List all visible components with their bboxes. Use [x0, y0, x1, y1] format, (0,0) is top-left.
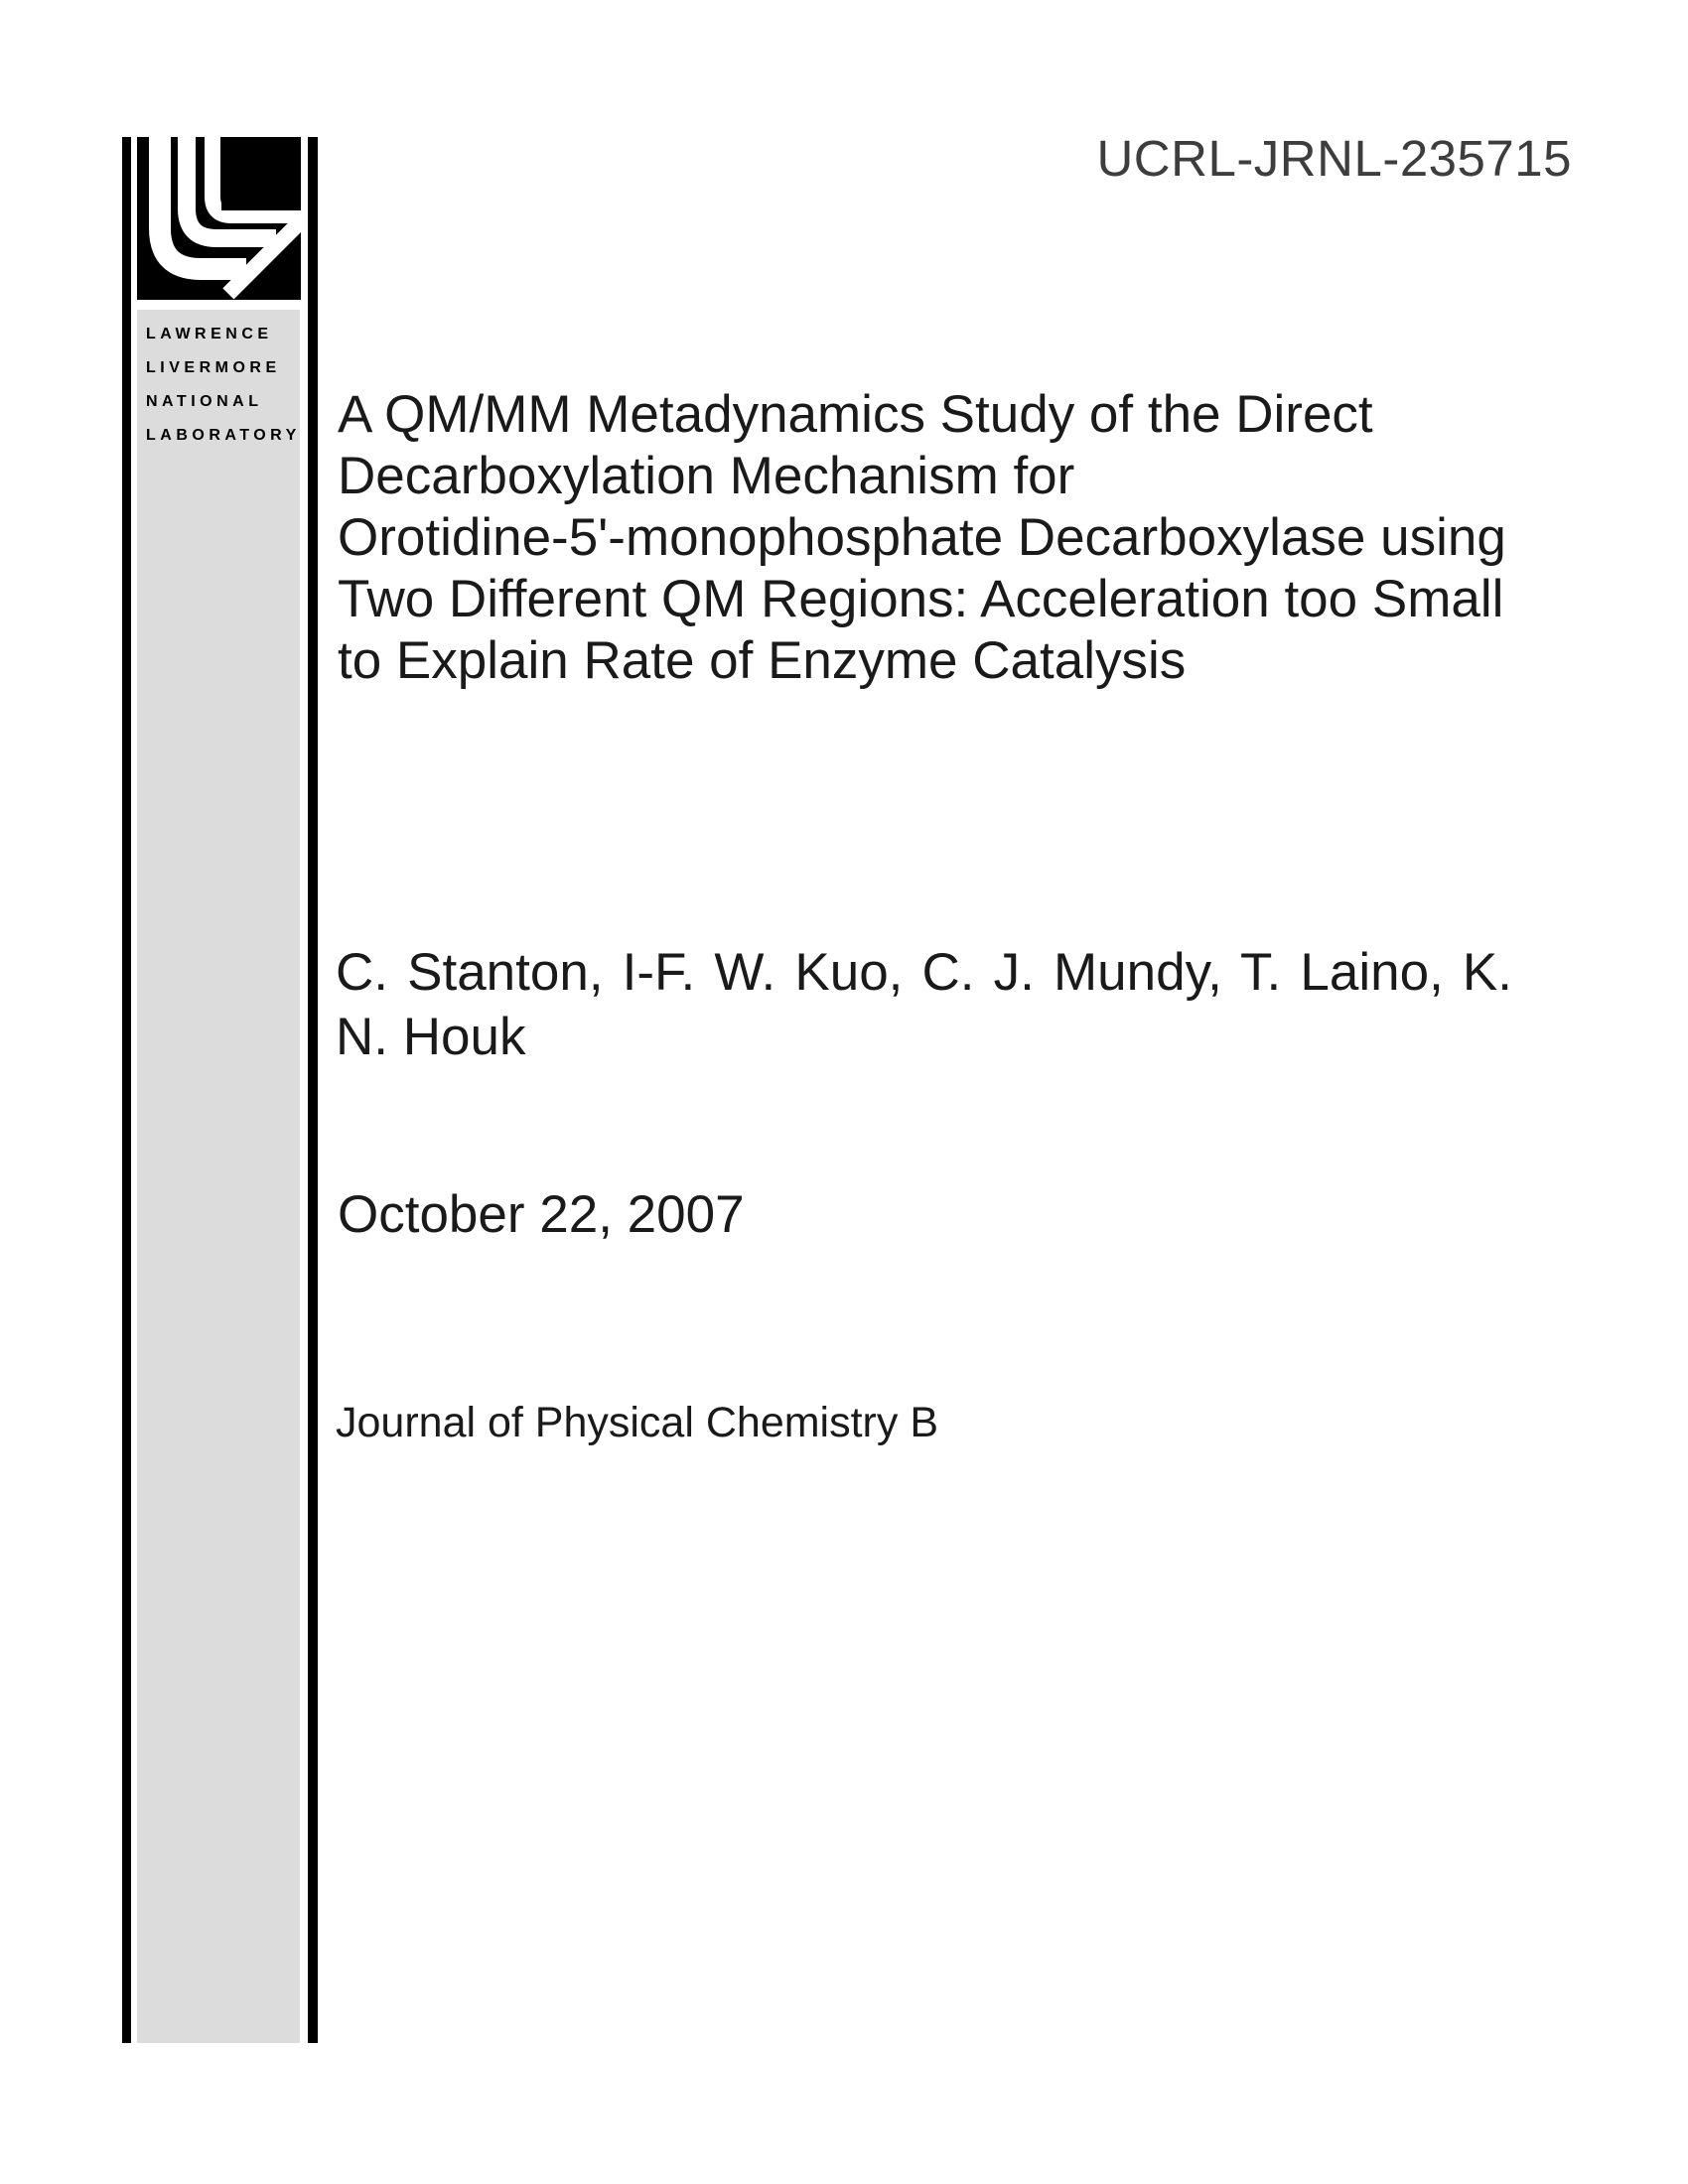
authors — [336, 940, 1512, 1069]
org-name-line: LAWRENCE — [146, 326, 273, 342]
title-line: to Explain Rate of Enzyme Catalysis — [338, 631, 1187, 690]
org-name-line: LIVERMORE — [146, 359, 281, 376]
org-name-line: LABORATORY — [146, 427, 301, 444]
document-title — [338, 384, 1569, 692]
title-line: Two Different QM Regions: Acceleration too Small — [338, 570, 1504, 628]
llnl-logo-icon — [137, 137, 301, 300]
journal-name: Journal of Physical Chemistry B — [336, 1399, 938, 1446]
publication-date: October 22, 2007 — [338, 1185, 745, 1244]
sidebar-right-rule — [308, 137, 318, 2043]
title-line: A QM/MM Metadynamics Study of the Direct — [338, 385, 1373, 444]
sidebar-gray-bar — [137, 310, 300, 2043]
org-name-line: NATIONAL — [146, 393, 263, 410]
llnl-org-name — [137, 318, 300, 453]
sidebar-left-rule — [122, 137, 131, 2043]
title-line: Orotidine-5'-monophosphate Decarboxylase using — [338, 508, 1506, 567]
report-number: UCRL-JRNL-235715 — [1096, 130, 1572, 187]
authors-line: C. Stanton, I-F. W. Kuo, C. J. Mundy, T. Laino, K. — [336, 943, 1512, 1002]
title-line: Decarboxylation Mechanism for — [338, 447, 1075, 505]
authors-line: N. Houk — [336, 1008, 526, 1066]
